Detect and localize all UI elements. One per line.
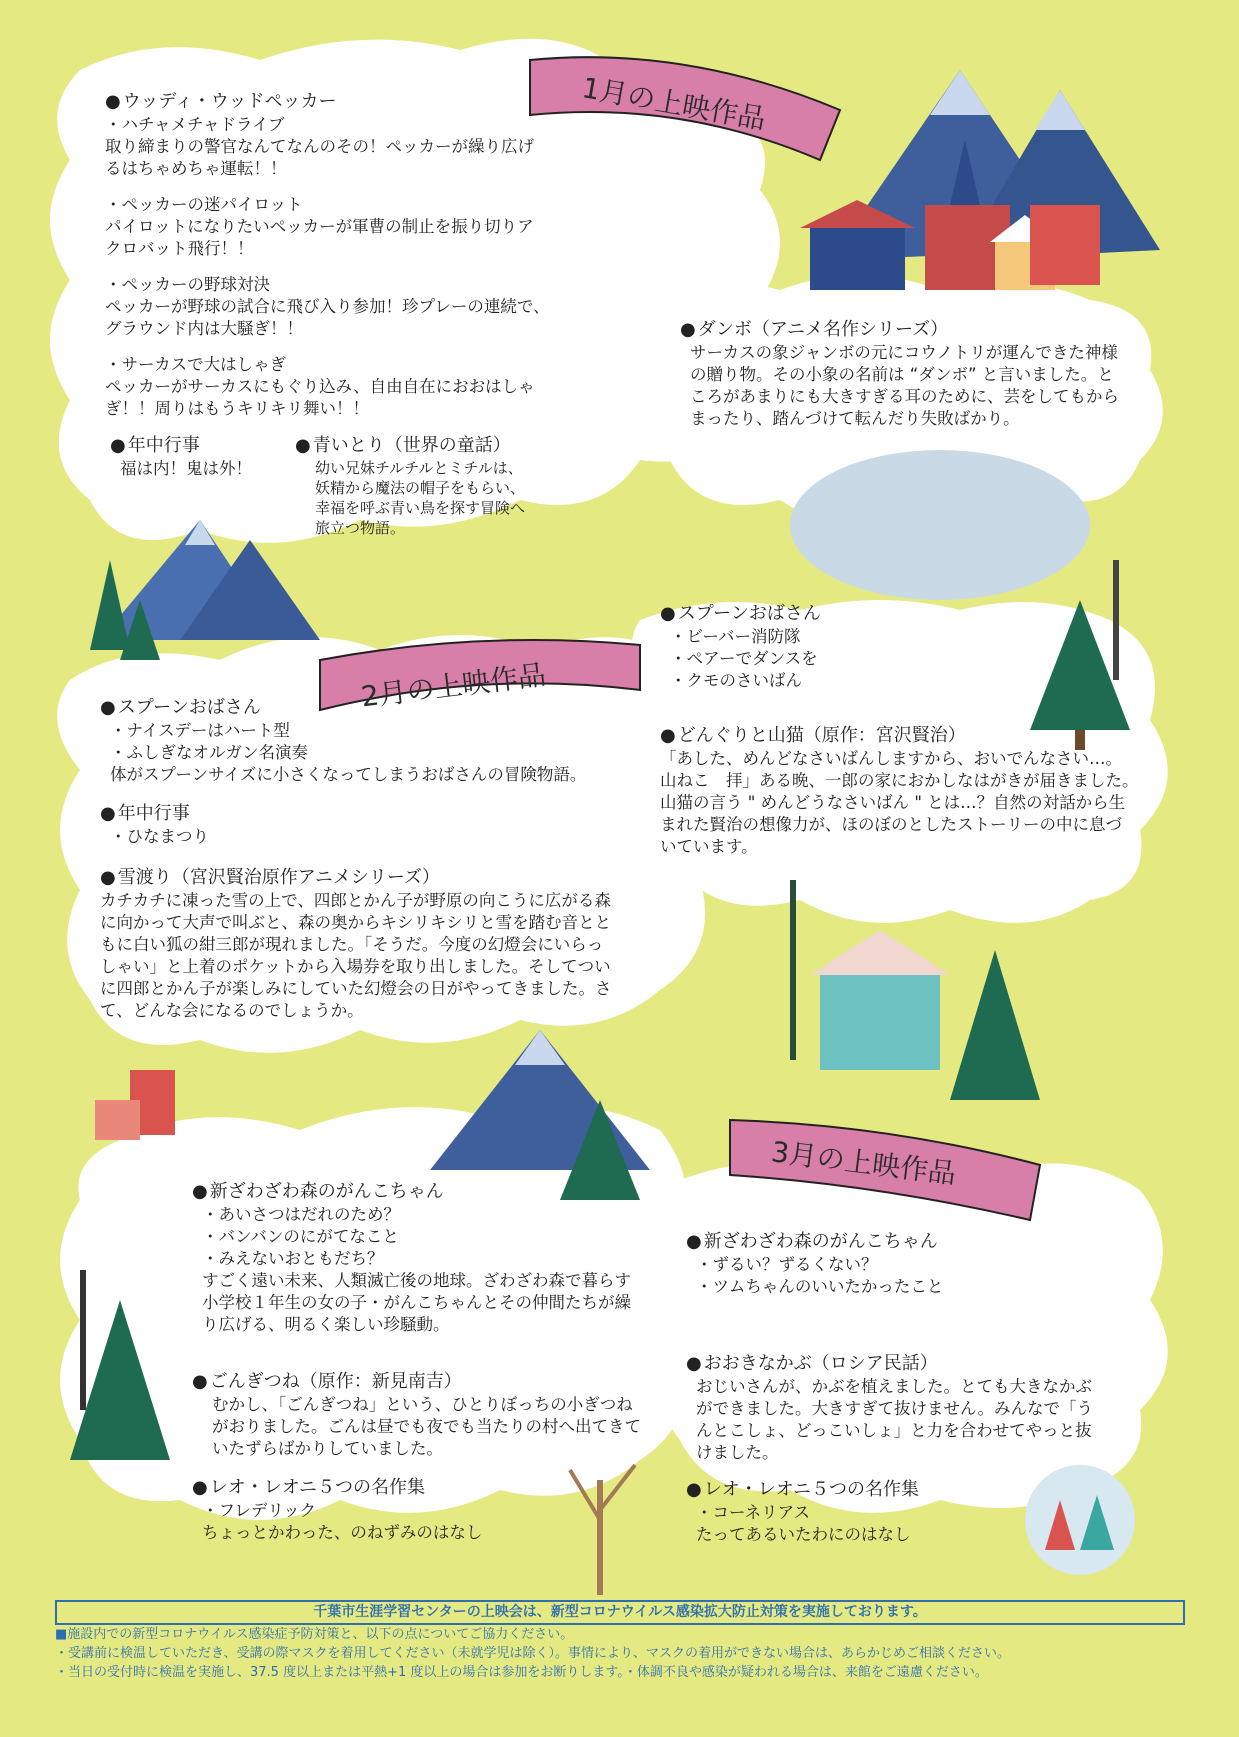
ganko-title: ● 新ざわざわ森のがんこちゃん (192, 1180, 672, 1204)
gongitsune-title: ● ごんぎつね（原作：新見南吉） (192, 1370, 672, 1394)
feb-spoon-item-1: ・ナイスデーはハート型 (110, 721, 290, 740)
donguri-desc-5: いています。 (660, 837, 758, 856)
feb-spoon2-item-2: ・ペアーでダンスを (670, 649, 818, 668)
ganko2-section (686, 1230, 1046, 1298)
feb-spoon-item-2: ・ふしぎなオルガン名演奏 (110, 743, 308, 762)
yukiwatari-desc-4: しゃい」と上着のポケットから入場券を取り出しました。そしてつい (100, 957, 611, 976)
footer-line-1: ■施設内での新型コロナウイルス感染症予防対策と、以下の点についてご協力ください。 (55, 1627, 574, 1642)
gongitsune-section (192, 1370, 672, 1460)
yukiwatari-section (100, 866, 660, 1022)
gongitsune-desc-2: がおりました。ごんは昼でも夜でも当たりの村へ出てきて (212, 1417, 641, 1436)
bluebird-title: ● 青いとり（世界の童話） (295, 434, 595, 458)
leo1-title: ● レオ・レオニ５つの名作集 (192, 1476, 612, 1500)
yukiwatari-desc-5: に四郎とかん子が楽しみにしていた幻燈会の日がやってきました。さ (100, 979, 612, 998)
woody-desc-2a: パイロットになりたいペッカーが軍曹の制止を振り切りア (105, 217, 534, 236)
dumbo-section (680, 318, 1160, 430)
leo2-desc: たってあるいたわにのはなし (696, 1525, 911, 1544)
donguri-desc-3: 山猫の言う " めんどうなさいばん " とは…？自然の対話から生 (660, 793, 1126, 812)
woody-section (105, 90, 625, 420)
footer-line-2: ・受講前に検温していただき、受講の際マスクを着用してください（未就学児は除く）。事情により、マスクの着用ができない場合は、あらかじめご相談ください。 (55, 1646, 1010, 1661)
bluebird-desc-1: 幼い兄妹チルチルとミチルは、 (315, 459, 523, 477)
woody-desc-1b: るはちゃめちゃ運転！！ (105, 159, 287, 178)
woody-desc-3a: ペッカーが野球の試合に飛び入り参加！珍プレーの連続で、 (105, 297, 550, 316)
woody-sub-2: ・ペッカーの迷パイロット (105, 195, 303, 214)
feb-spoon-title: ● スプーンおばさん (100, 696, 660, 720)
woody-title: ● ウッディ・ウッドペッカー (105, 90, 625, 114)
leo1-desc: ちょっとかわった、のねずみのはなし (202, 1523, 483, 1542)
kabu-title: ● おおきなかぶ（ロシア民話） (686, 1352, 1156, 1376)
feb-event-section (100, 802, 400, 848)
ganko-desc-1: すごく遠い未来、人類滅亡後の地球。ざわざわ森で暮らす (202, 1271, 631, 1290)
woody-sub-1: ・ハチャメチャドライブ (105, 115, 285, 134)
ice-rink (790, 450, 1090, 600)
dumbo-desc-4: まったり、踏んづけて転んだり失敗ばかり。 (690, 409, 1020, 428)
leo2-item-1: ・コーネリアス (696, 1503, 811, 1522)
woody-item-2 (105, 194, 625, 260)
donguri-desc-4: まれた賢治の想像力が、ほのぼのとしたストーリーの中に息づ (660, 815, 1122, 834)
bluebird-desc-4: 旅立つ物語。 (315, 519, 406, 537)
leo1-item-1: ・フレデリック (202, 1501, 317, 1520)
yukiwatari-desc-2: に向かって大声で叫ぶと、森の奥からキシリキシリと雪を踏む音とと (100, 913, 612, 932)
woody-item-4 (105, 354, 625, 420)
feb-event-title: ● 年中行事 (100, 802, 400, 826)
woody-desc-1a: 取り締まりの警官なんてなんのその！ペッカーが繰り広げ (105, 137, 534, 156)
leo2-title: ● レオ・レオニ５つの名作集 (686, 1478, 1046, 1502)
yukiwatari-desc-6: て、どんな会になるのでしょうか。 (100, 1001, 364, 1020)
woody-desc-4b: ぎ！！周りはもうキリキリ舞い！！ (105, 399, 369, 418)
ganko-item-2: ・バンバンのにがてなこと (202, 1227, 399, 1246)
ganko-desc-2: 小学校１年生の女の子・がんこちゃんとその仲間たちが繰 (202, 1293, 631, 1312)
feb-spoon2-item-1: ・ビーバー消防隊 (670, 627, 801, 646)
yukiwatari-title: ● 雪渡り（宮沢賢治原作アニメシリーズ） (100, 866, 660, 890)
donguri-section (660, 724, 1170, 858)
donguri-title: ● どんぐりと山猫（原作：宮沢賢治） (660, 724, 1170, 748)
gongitsune-desc-3: いたずらばかりしていました。 (212, 1439, 443, 1458)
ribbon-mar (720, 1110, 1050, 1230)
feb-spoon-desc: 体がスプーンサイズに小さくなってしまうおばさんの冒険物語。 (110, 765, 587, 784)
donguri-desc-1: 「あした、めんどなさいばんしますから、おいでんなさい…。 (660, 749, 1122, 768)
leo2-section (686, 1478, 1046, 1546)
donguri-desc-2: 山ねこ 拝」ある晩、一郎の家におかしなはがきが届きました。 (660, 771, 1139, 790)
yukiwatari-desc-1: カチカチに凍った雪の上で、四郎とかん子が野原の向こうに広がる森 (100, 891, 611, 910)
svg-text:1月の上映作品: 1月の上映作品 (579, 71, 769, 136)
leo1-section (192, 1476, 612, 1544)
feb-spoon2-title: ● スプーンおばさん (660, 602, 910, 626)
yukiwatari-desc-3: もに白い狐の紺三郎が現れました。「そうだ。今度の幻燈会にいらっ (100, 935, 604, 954)
dumbo-desc-2: の贈り物。その小象の名前は “ダンボ” と言いました。と (690, 365, 1114, 384)
feb-spoon-section (100, 696, 660, 786)
dumbo-desc-1: サーカスの象ジャンボの元にコウノトリが運んできた神様 (690, 343, 1118, 362)
woody-desc-2b: クロバット飛行！！ (105, 239, 254, 258)
ganko-section (192, 1180, 672, 1336)
svg-text:3月の上映作品: 3月の上映作品 (769, 1135, 958, 1191)
jan-event-title: ● 年中行事 (110, 434, 280, 458)
ganko2-item-1: ・ずるい？ずるくない？ (696, 1255, 878, 1274)
ganko2-item-2: ・ツムちゃんのいいたかったこと (696, 1277, 944, 1296)
woody-desc-3b: グラウンド内は大騒ぎ！！ (105, 319, 303, 338)
footer-notice: 千葉市生涯学習センターの上映会は、新型コロナウイルス感染拡大防止対策を実施しております。 (55, 1600, 1185, 1625)
ganko-item-1: ・あいさつはだれのため？ (202, 1205, 400, 1224)
ganko2-title: ● 新ざわざわ森のがんこちゃん (686, 1230, 1046, 1254)
bluebird-section (295, 434, 595, 538)
woody-desc-4a: ペッカーがサーカスにもぐり込み、自由自在におおはしゃ (105, 377, 535, 396)
woody-item-1 (105, 114, 625, 180)
feb-spoon2-section (660, 602, 910, 692)
kabu-desc-1: おじいさんが、かぶを植えました。とても大きなかぶ (696, 1377, 1092, 1396)
ganko-desc-3: り広げる、明るく楽しい珍騒動。 (202, 1315, 450, 1334)
dumbo-title: ● ダンボ（アニメ名作シリーズ） (680, 318, 1160, 342)
jan-event-desc: 福は内！鬼は外！ (120, 459, 252, 478)
kabu-desc-3: んとこしょ、どっこいしょ」と力を合わせてやっと抜 (696, 1421, 1092, 1440)
woody-sub-3: ・ペッカーの野球対決 (105, 275, 270, 294)
gongitsune-desc-1: むかし、「ごんぎつね」という、ひとりぼっちの小ぎつね (212, 1395, 633, 1414)
jan-event-section (110, 434, 280, 480)
candles (95, 1070, 175, 1140)
footer (55, 1600, 1185, 1682)
bluebird-desc-2: 妖精から魔法の帽子をもらい、 (315, 479, 526, 497)
woody-item-3 (105, 274, 625, 340)
kabu-section (686, 1352, 1156, 1464)
kabu-desc-4: けました。 (696, 1443, 779, 1462)
feb-event-desc: ・ひなまつり (110, 827, 209, 846)
dumbo-desc-3: ころがあまりにも大きすぎる耳のために、芸をしてもから (690, 387, 1119, 406)
ganko-item-3: ・みえないおともだち？ (202, 1249, 384, 1268)
footer-line-3: ・当日の受付時に検温を実施し、37.5 度以上または平熱+1 度以上の場合は参加をお断りします。・体調不良や感染が疑われる場合は、来館をご遠慮ください。 (55, 1665, 988, 1680)
feb-spoon2-item-3: ・クモのさいばん (670, 671, 802, 690)
kabu-desc-2: ができました。大きすぎて抜けません。みんなで「う (696, 1399, 1093, 1418)
svg-text:2月の上映作品: 2月の上映作品 (359, 658, 548, 714)
bluebird-desc-3: 幸福を呼ぶ青い鳥を探す冒険へ (315, 499, 526, 517)
woody-sub-4: ・サーカスで大はしゃぎ (105, 355, 287, 374)
